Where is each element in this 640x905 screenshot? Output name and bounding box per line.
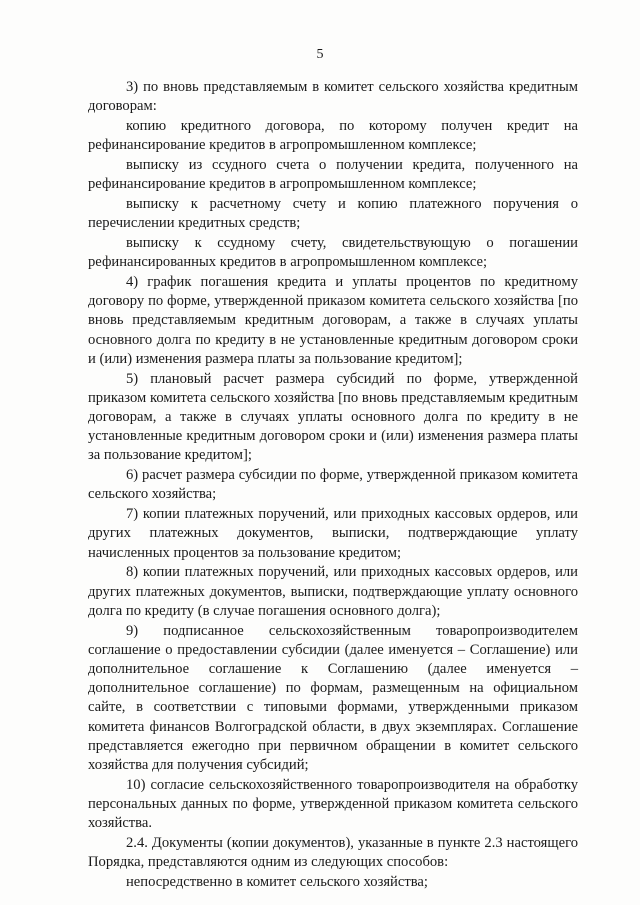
paragraph-loan-repayment-statement: выписку к ссудному счету, свидетельствующую о погашении рефинансированных кредитов в агропромышленном комплексе; xyxy=(88,235,578,271)
paragraph-credit-agreement-copy: копию кредитного договора, по которому получен кредит на рефинансирование кредитов в агропромышленном комплексе; xyxy=(88,118,578,154)
paragraph-item-8: 8) копии платежных поручений, или приходных кассовых ордеров, или других платежных документов, выписки, подтверждающие уплату основного долга по кредиту (в случае погашения основного долга); xyxy=(88,564,578,619)
paragraph-item-10: 10) согласие сельскохозяйственного товаропроизводителя на обработку персональных данных по форме, утвержденной приказом комитета сельского хозяйства. xyxy=(88,776,578,832)
paragraph-item-4: 4) график погашения кредита и уплаты процентов по кредитному договору по форме, утвержденной приказом комитета сельского хозяйства [по вновь представляемым кредитным договорам, а также в случаях уплаты основного долга по кредиту в не установленные кредитным договором сроки и (или) изменения размера платы за пользование кредитом]; xyxy=(88,274,578,367)
paragraph-submission-method: непосредственно в комитет сельского хозяйства; xyxy=(126,874,428,891)
paragraph-item-9: 9) подписанное сельскохозяйственным товаропроизводителем соглашение о предоставлении субсидии (далее именуется – Соглашение) или дополнительное соглашение к Соглашению (далее именуется – дополнительное соглашение) по формам, размещенным на официальном сайте, в соответствии с типовыми формами, утвержденными приказом комитета финансов Волгоградской области, в двух экземплярах. Соглашение представляется ежегодно при первичном обращении в комитет сельского хозяйства для получения субсидий; xyxy=(88,622,578,774)
paragraph-item-5: 5) плановый расчет размера субсидий по форме, утвержденной приказом комитета сельского хозяйства [по вновь представляемым кредитным договорам, а также в случаях уплаты основного долга по кредиту в не установленные кредитным договором сроки и (или) изменения размера платы за пользование кредитом]; xyxy=(88,370,578,464)
page-number: 5 xyxy=(316,47,324,62)
document-body xyxy=(88,78,578,893)
paragraph-settlement-account-statement: выписку к расчетному счету и копию платежного поручения о перечислении кредитных средств; xyxy=(88,196,578,232)
paragraph-section-2-4: 2.4. Документы (копии документов), указанные в пункте 2.3 настоящего Порядка, представляются одним из следующих способов: xyxy=(88,835,578,871)
paragraph-item-3: 3) по вновь представляемым в комитет сельского хозяйства кредитным договорам: xyxy=(88,79,578,115)
paragraph-item-6: 6) расчет размера субсидии по форме, утвержденной приказом комитета сельского хозяйства; xyxy=(88,467,578,503)
paragraph-loan-account-statement: выписку из ссудного счета о получении кредита, полученного на рефинансирование кредитов в агропромышленном комплексе; xyxy=(88,157,578,193)
paragraph-item-7: 7) копии платежных поручений, или приходных кассовых ордеров, или других платежных документов, выписки, подтверждающие уплату начисленных процентов за пользование кредитом; xyxy=(88,506,578,561)
